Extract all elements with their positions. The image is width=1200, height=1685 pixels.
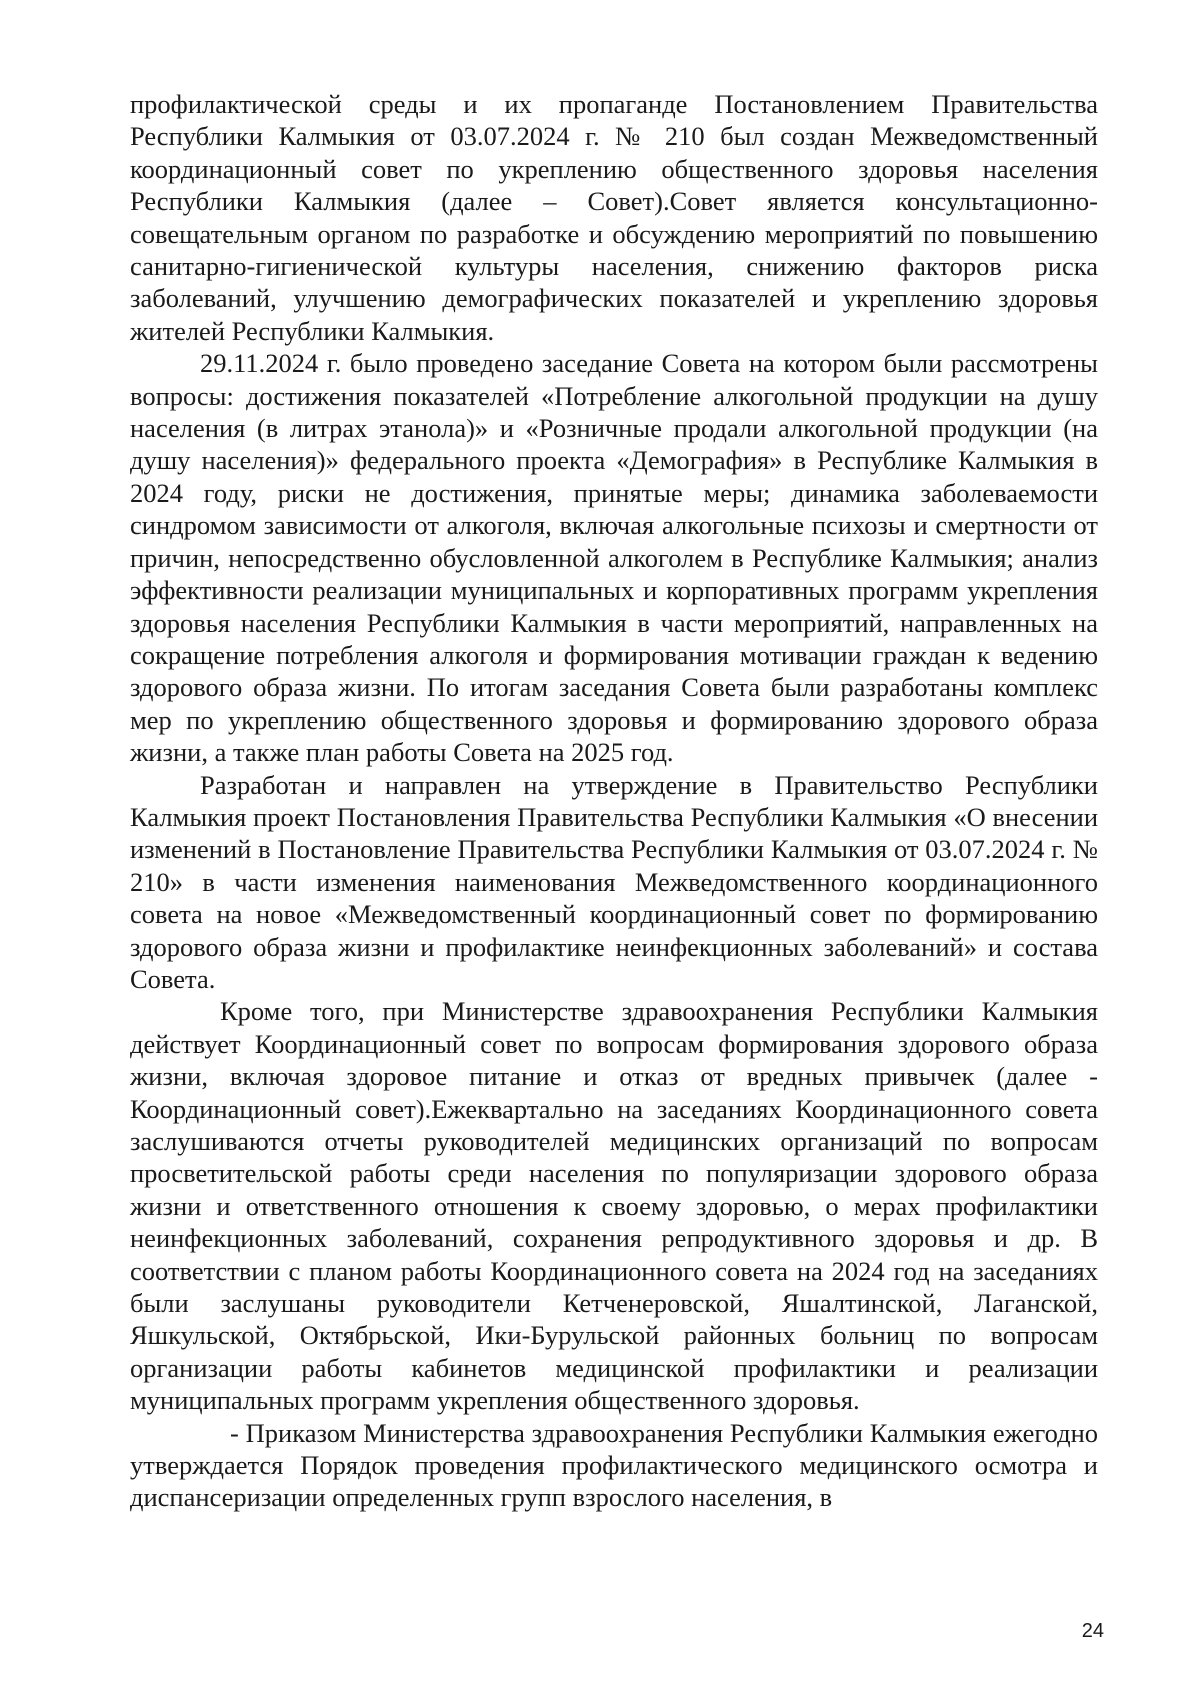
paragraph-4: Кроме того, при Министерстве здравоохранения Республики Калмыкия действует Координационный совет по вопросам формирования здорового образа жизни, включая здоровое питание и отказ от вредных привычек (далее - Координационный совет).Ежеквартально на заседаниях Координационного совета заслушиваются отчеты руководителей медицинских организаций по вопросам просветительской работы среди населения по популяризации здорового образа жизни и ответственного отношения к своему здоровью, о мерах профилактики неинфекционных заболеваний, сохранения репродуктивного здоровья и др. В соответствии с планом работы Координационного совета на 2024 год на заседаниях были заслушаны руководители Кетченеровской, Яшалтинской, Лаганской, Яшкульской, Октябрьской, Ики-Бурульской районных больниц по вопросам организации работы кабинетов медицинской профилактики и реализации муниципальных программ укрепления общественного здоровья. — [130, 996, 1098, 1416]
paragraph-2: 29.11.2024 г. было проведено заседание Совета на котором были рассмотрены вопросы: достижения показателей «Потребление алкогольной продукции на душу населения (в литрах этанола)» и «Розничные продали алкогольной продукции (на душу населения)» федерального проекта «Демография» в Республике Калмыкия в 2024 году, риски не достижения, принятые меры; динамика заболеваемости синдромом зависимости от алкоголя, включая алкогольные психозы и смертности от причин, непосредственно обусловленной алкоголем в Республике Калмыкия; анализ эффективности реализации муниципальных и корпоративных программ укрепления здоровья населения Республики Калмыкия в части мероприятий, направленных на сокращение потребления алкоголя и формирования мотивации граждан к ведению здорового образа жизни. По итогам заседания Совета были разработаны комплекс мер по укреплению общественного здоровья и формированию здорового образа жизни, а также план работы Совета на 2025 год. — [130, 348, 1098, 768]
paragraph-3: Разработан и направлен на утверждение в Правительство Республики Калмыкия проект Постановления Правительства Республики Калмыкия «О внесении изменений в Постановление Правительства Республики Калмыкия от 03.07.2024 г. № 210» в части изменения наименования Межведомственного координационного совета на новое «Межведомственный координационный совет по формированию здорового образа жизни и профилактике неинфекционных заболеваний» и состава Совета. — [130, 769, 1098, 994]
paragraph-5: - Приказом Министерства здравоохранения Республики Калмыкия ежегодно утверждается Порядок проведения профилактического медицинского осмотра и диспансеризации определенных групп взрослого населения, в — [130, 1417, 1098, 1513]
page-number: 24 — [1081, 1620, 1104, 1642]
body-text — [130, 88, 1098, 1514]
paragraph-1: профилактической среды и их пропаганде Постановлением Правительства Республики Калмыкия от 03.07.2024 г. № 210 был создан Межведомственный координационный совет по укреплению общественного здоровья населения Республики Калмыкия (далее – Совет).Совет является консультационно-совещательным органом по разработке и обсуждению мероприятий по повышению санитарно-гигиенической культуры населения, снижению факторов риска заболеваний, улучшению демографических показателей и укреплению здоровья жителей Республики Калмыкия. — [130, 89, 1098, 346]
